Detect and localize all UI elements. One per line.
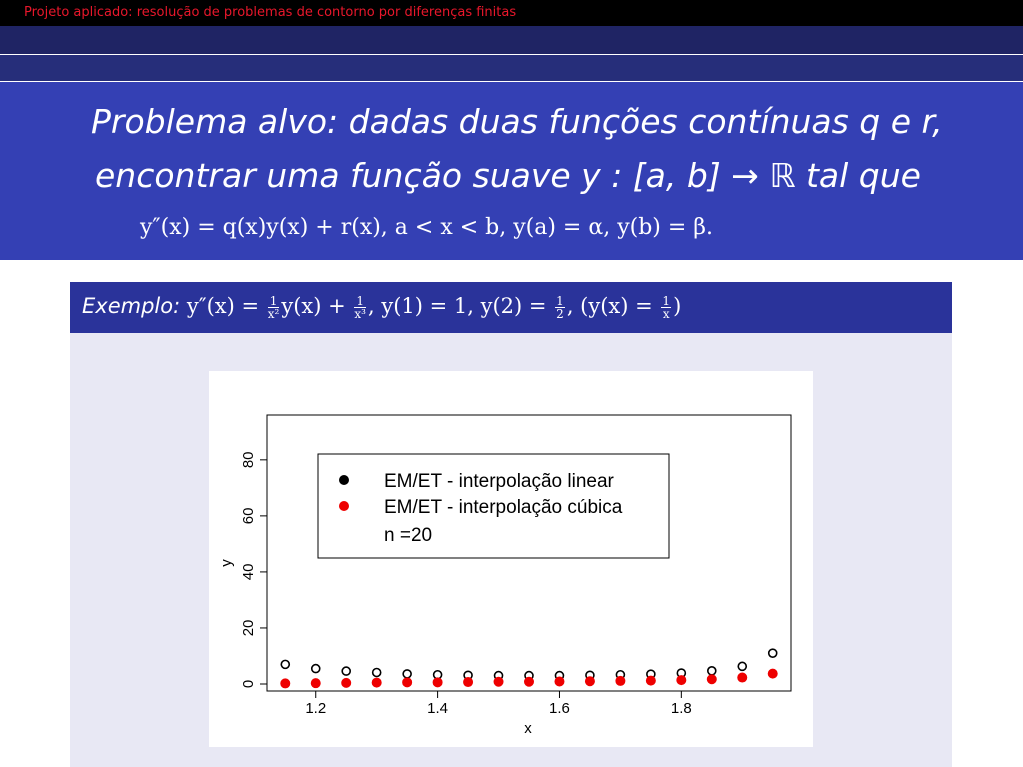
header-bar: [0, 0, 1023, 26]
problem-line-1: Problema alvo: dadas duas funções contínuas q e r,: [91, 102, 943, 141]
fraction-1: $\frac{1}{\text{x²}}$: [267, 294, 280, 321]
x-tick-label-1: 1.4: [427, 700, 449, 717]
fraction-2: $\frac{1}{\text{x³}}$: [354, 294, 366, 321]
legend-note: n =20: [384, 525, 433, 546]
y-axis-label: y: [218, 559, 235, 567]
y-tick-label-0: 0: [240, 679, 257, 689]
series-1-point: [768, 669, 777, 678]
series-1-point: [372, 678, 381, 687]
problem-statement-block: [0, 82, 1023, 260]
x-tick-label-3: 1.8: [670, 700, 692, 717]
chart-panel: [209, 371, 813, 747]
series-1-point: [646, 676, 655, 685]
legend-label-0: EM/ET - interpolação linear: [384, 471, 614, 492]
series-0-point: [708, 667, 716, 675]
series-1-point: [433, 678, 442, 687]
x-tick-label-0: 1.2: [305, 700, 327, 717]
series-1-point: [616, 676, 625, 685]
series-1-point: [494, 677, 503, 686]
y-tick-label-3: 60: [240, 507, 257, 525]
example-solution-post: ): [673, 294, 682, 318]
legend-marker-1: [340, 502, 349, 511]
series-0-point: [342, 667, 350, 675]
problem-line-2: encontrar uma função suave y : [a, b] → ℝ tal que: [95, 156, 921, 195]
series-0-point: [738, 662, 746, 670]
y-tick-label-4: 80: [240, 451, 257, 469]
example-equation: [82, 294, 681, 320]
y-tick-label-1: 20: [240, 619, 257, 637]
series-1-point: [464, 678, 473, 687]
series-1-point: [585, 677, 594, 686]
example-lhs: y″(x) =: [186, 294, 260, 318]
x-tick-label-2: 1.6: [549, 700, 570, 717]
example-solution-pre: , (y(x) =: [566, 294, 653, 318]
series-0-point: [403, 670, 411, 678]
y-tick-label-2: 40: [240, 563, 257, 581]
series-1-point: [525, 677, 534, 686]
legend-label-1: EM/ET - interpolação cúbica: [384, 497, 623, 518]
x-axis-label: x: [524, 720, 532, 737]
header-stripe-dark: [0, 26, 1023, 54]
example-boundary: , y(1) = 1, y(2) =: [367, 294, 547, 318]
series-1-point: [403, 678, 412, 687]
legend-marker-0: [340, 476, 349, 485]
header-stripe-mid: [0, 55, 1023, 81]
series-1-point: [738, 673, 747, 682]
series-0-point: [769, 649, 777, 657]
series-1-point: [311, 679, 320, 688]
series-1-point: [281, 679, 290, 688]
example-mid: y(x) +: [281, 294, 346, 318]
fraction-3: $\frac{1}{2}$: [556, 294, 564, 321]
scatter-chart: [209, 371, 813, 747]
series-1-point: [342, 678, 351, 687]
series-1-point: [707, 675, 716, 684]
series-0-point: [373, 669, 381, 677]
series-0-point: [312, 665, 320, 673]
series-1-point: [555, 677, 564, 686]
example-header: [70, 282, 952, 333]
series-1-point: [677, 676, 686, 685]
example-label: Exemplo:: [82, 294, 181, 318]
presentation-title: Projeto aplicado: resolução de problemas de contorno por diferenças finitas: [24, 5, 517, 20]
series-0-point: [281, 660, 289, 668]
fraction-4: $\frac{1}{x}$: [662, 294, 671, 321]
problem-equation: y″(x) = q(x)y(x) + r(x), a < x < b, y(a) = α, y(b) = β.: [140, 215, 714, 240]
